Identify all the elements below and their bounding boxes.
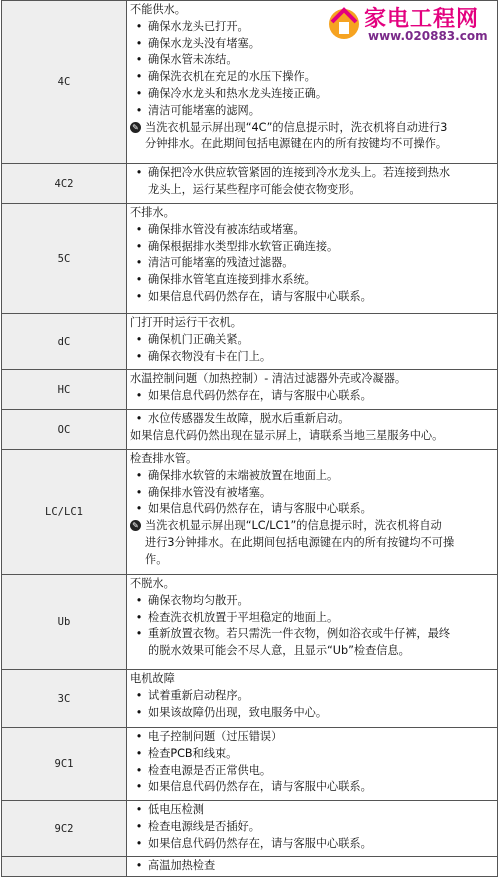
table-row [2, 857, 498, 877]
list-item: • 检查电源是否正常供电。 [135, 763, 272, 777]
list-item: • 检查洗衣机放置于平坦稳定的地面上。 [135, 610, 339, 624]
error-description [127, 204, 498, 314]
watermark-name: 家电工程网 [364, 7, 480, 32]
error-code: Ub [2, 575, 127, 670]
list-item: • 清洁可能堵塞的残渣过滤器。 [135, 256, 294, 270]
list-item: • 重新放置衣物。若只需洗一件衣物，例如浴衣或牛仔裤，最终 的脱水效果可能会不尽人意，且显示“Ub”检查信息。 [135, 627, 451, 658]
error-description [127, 410, 498, 450]
intro-text: 水温控制问题（加热控制）- 清洁过滤器外壳或冷凝器。 [130, 372, 407, 385]
intro-text: 门打开时运行干衣机。 [130, 316, 242, 329]
list-item: • 如果该故障仍出现，致电服务中心。 [135, 705, 328, 719]
list-item: • 试着重新启动程序。 [135, 688, 249, 702]
list-item: • 确保根据排水类型排水软管正确连接。 [135, 239, 339, 253]
list-item: • 确保排水管没有被堵塞。 [135, 485, 272, 499]
note: ✎ 当洗衣机显示屏出现“LC/LC1”的信息提示时，洗衣机将自动 进行3分钟排水。在此期间包括电源键在内的所有按键均不可操 作。 [130, 518, 493, 568]
watermark-url: www.020883.com [368, 29, 488, 43]
list-item: • 如果信息代码仍然存在，请与客服中心联系。 [135, 836, 372, 850]
outro-text: 如果信息代码仍然出现在显示屏上，请联系当地三星服务中心。 [130, 428, 444, 442]
error-code: HC [2, 370, 127, 410]
error-code [2, 857, 127, 877]
error-description [127, 857, 498, 877]
list-item: • 电子控制问题（过压错误） [135, 730, 283, 743]
error-description [127, 728, 498, 801]
list-item: • 检查电源线是否插好。 [135, 819, 260, 833]
list-item: • 高温加热检查 [135, 859, 216, 872]
list-item: • 如果信息代码仍然存在，请与客服中心联系。 [135, 780, 372, 794]
list-item: • 确保洗衣机在充足的水压下操作。 [135, 70, 316, 84]
list-item: • 确保把冷水供应软管紧固的连接到冷水龙头上。若连接到热水 龙头上，运行某些程序可能会使衣物变形。 [135, 166, 451, 196]
intro-text: 检查排水管。 [130, 452, 198, 465]
intro-text: 不能供水。 [130, 3, 186, 16]
error-description [127, 164, 498, 204]
list-item: • 确保冷水龙头和热水龙头连接正确。 [135, 86, 328, 100]
table-row [2, 575, 498, 670]
table-row [2, 801, 498, 857]
table-row [2, 1, 498, 164]
error-description [127, 450, 498, 575]
error-code-table [1, 0, 498, 877]
list-item: • 确保水管未冻结。 [135, 53, 238, 67]
error-description [127, 1, 498, 164]
error-description [127, 670, 498, 728]
error-code: 3C [2, 670, 127, 728]
table-row [2, 164, 498, 204]
table-row [2, 728, 498, 801]
error-code: LC/LC1 [2, 450, 127, 575]
error-code: 9C1 [2, 728, 127, 801]
error-code: 5C [2, 204, 127, 314]
error-description [127, 801, 498, 857]
list-item: • 确保水龙头没有堵塞。 [135, 36, 260, 50]
list-item: • 低电压检测 [135, 803, 204, 816]
table-row [2, 670, 498, 728]
list-item: • 如果信息代码仍然存在，请与客服中心联系。 [135, 502, 372, 516]
note-icon: ✎ [130, 518, 145, 568]
error-code: 9C2 [2, 801, 127, 857]
table-row [2, 314, 498, 370]
table-row [2, 370, 498, 410]
intro-text: 不排水。 [130, 206, 175, 219]
error-description [127, 370, 498, 410]
note: ✎ 当洗衣机显示屏出现“4C”的信息提示时，洗衣机将自动进行3 分钟排水。在此期间包括电源键在内的所有按键均不可操作。 [130, 120, 493, 154]
list-item: • 清洁可能堵塞的滤网。 [135, 103, 260, 117]
error-code: 4C2 [2, 164, 127, 204]
intro-text: 电机故障 [130, 672, 175, 685]
table-row [2, 450, 498, 575]
list-item: • 如果信息代码仍然存在，请与客服中心联系。 [135, 388, 372, 402]
table-row [2, 204, 498, 314]
error-description [127, 575, 498, 670]
list-item: • 确保衣物没有卡在门上。 [135, 349, 272, 363]
table-row [2, 410, 498, 450]
list-item: • 确保排水管没有被冻结或堵塞。 [135, 222, 305, 236]
list-item: • 确保水龙头已打开。 [135, 19, 249, 33]
error-description [127, 314, 498, 370]
list-item: • 检查PCB和线束。 [135, 746, 238, 760]
note-icon: ✎ [130, 120, 145, 154]
error-code: OC [2, 410, 127, 450]
list-item: • 确保排水软管的末端被放置在地面上。 [135, 468, 339, 482]
error-code: 4C [2, 1, 127, 164]
list-item: • 水位传感器发生故障，脱水后重新启动。 [135, 412, 350, 425]
list-item: • 确保机门正确关紧。 [135, 332, 249, 346]
intro-text: 不脱水。 [130, 577, 175, 590]
list-item: • 确保排水管笔直连接到排水系统。 [135, 273, 316, 287]
list-item: • 如果信息代码仍然存在，请与客服中心联系。 [135, 289, 372, 303]
list-item: • 确保衣物均匀散开。 [135, 593, 249, 607]
error-code: dC [2, 314, 127, 370]
